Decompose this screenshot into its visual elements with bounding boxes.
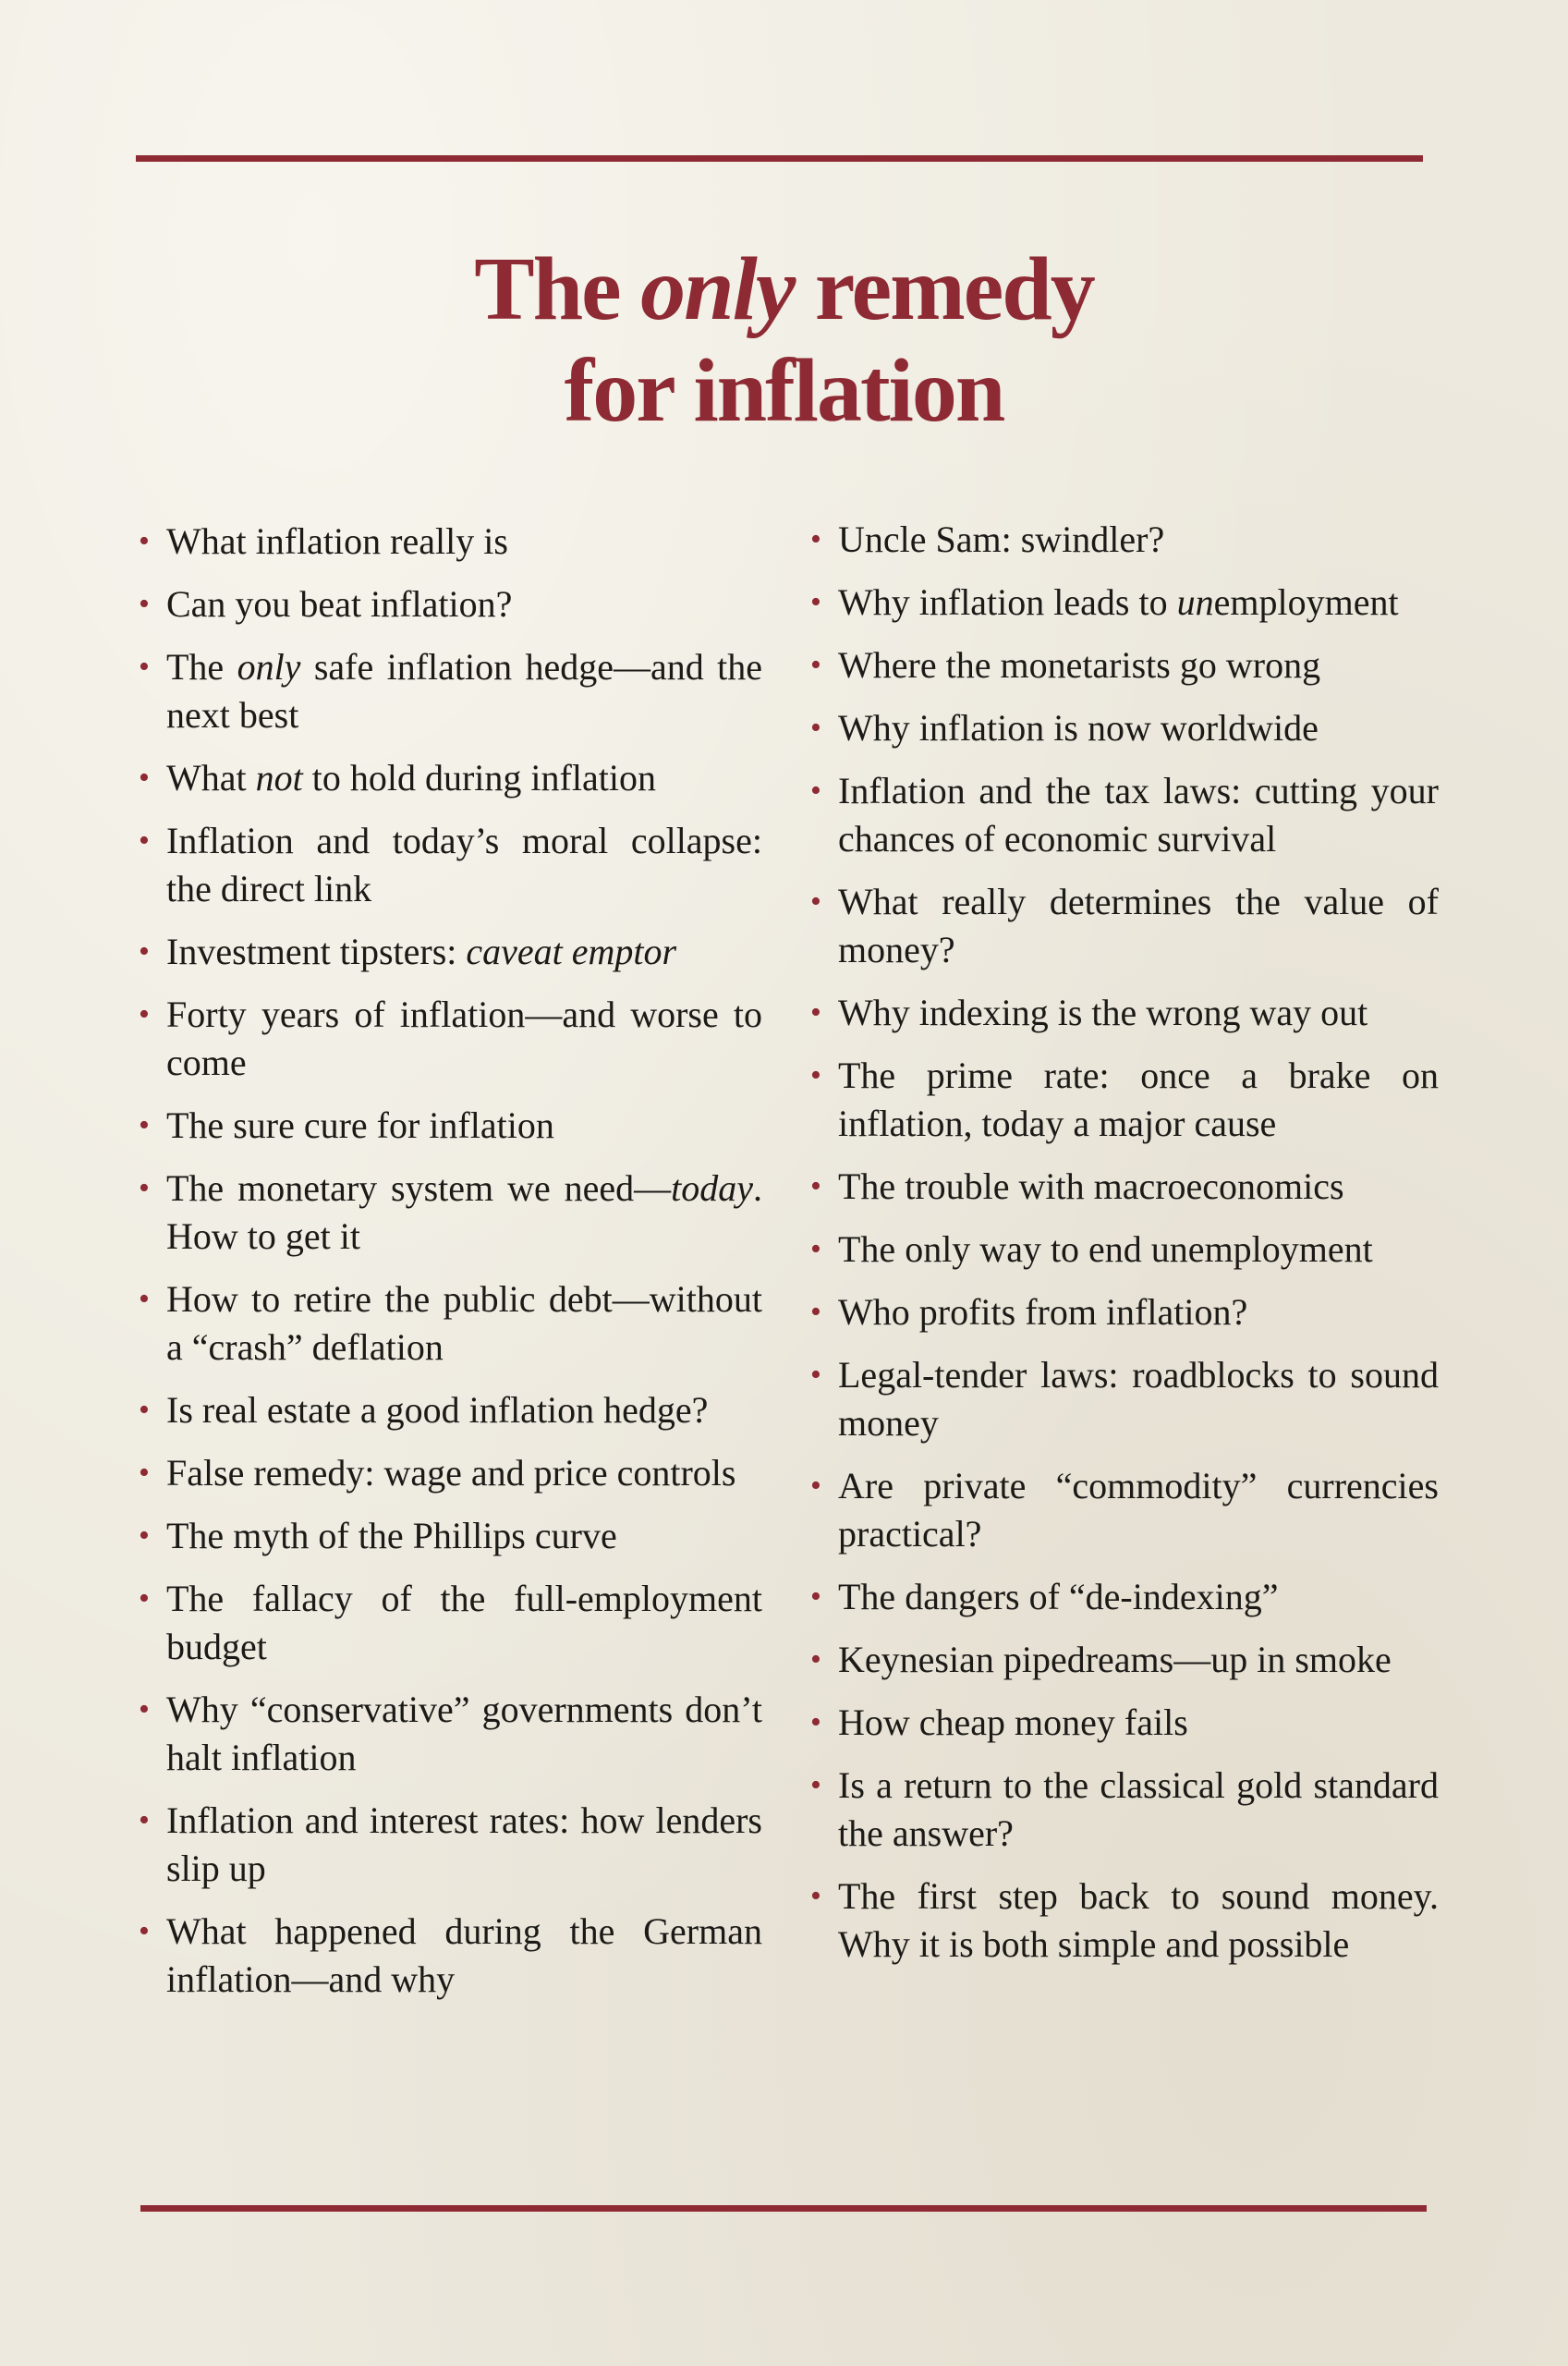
list-item-text	[166, 1689, 762, 1778]
list-item-text	[838, 1228, 1373, 1270]
list-item-text	[838, 1576, 1278, 1617]
list-item-text	[166, 1104, 554, 1146]
bullet-icon: •	[810, 995, 821, 1030]
list-item	[139, 643, 762, 739]
list-item-text	[166, 583, 512, 625]
list-item-text	[166, 1578, 762, 1667]
list-item	[139, 1512, 762, 1560]
list-item	[139, 1575, 762, 1671]
list-item	[139, 1165, 762, 1261]
list-item	[810, 1573, 1439, 1621]
list-item-text	[166, 1910, 762, 2000]
right-column-list	[810, 516, 1439, 1983]
list-item-text-part: False remedy: wage and price controls	[166, 1452, 736, 1494]
list-item-text-part: The monetary system we need—	[166, 1167, 672, 1209]
list-item-text-emphasis: today	[671, 1167, 753, 1209]
bullet-icon: •	[810, 1358, 821, 1392]
list-item-text-part: Why inflation leads to	[838, 581, 1177, 623]
list-item-text-part: Can you beat inflation?	[166, 583, 513, 625]
list-item-text-part: Inflation and today’s moral collapse: the direct link	[166, 820, 762, 909]
list-item-text-part: Is real estate a good inflation hedge?	[166, 1389, 709, 1431]
list-item	[810, 1636, 1439, 1684]
list-item-text	[838, 1291, 1247, 1333]
title-text-pre: The	[474, 239, 641, 339]
bottom-rule	[140, 2205, 1427, 2212]
list-item-text	[166, 1167, 762, 1257]
list-item-text-part: safe inflation hedge—and the next best	[166, 646, 762, 736]
bullet-icon: •	[139, 1456, 150, 1490]
bullet-icon: •	[810, 774, 821, 808]
list-item	[139, 754, 762, 802]
list-item-text-part: What happened during the German inflation—and why	[166, 1910, 762, 2000]
list-item-text-part: Why inflation is now worldwide	[838, 707, 1319, 749]
bullet-icon: •	[810, 1058, 821, 1092]
list-item	[139, 991, 762, 1087]
list-item-text-part: Inflation and the tax laws: cutting your chances of economic survival	[838, 770, 1439, 860]
list-item-text	[166, 1799, 762, 1889]
list-item-text-part: Keynesian pipedreams—up in smoke	[838, 1639, 1392, 1680]
list-item	[810, 1226, 1439, 1274]
bullet-icon: •	[810, 1469, 821, 1503]
list-item-text-emphasis: not	[255, 757, 303, 799]
list-item	[139, 1449, 762, 1497]
list-item	[810, 989, 1439, 1037]
list-item-text-part: Is a return to the classical gold standard the answer?	[838, 1764, 1439, 1854]
list-item-text-part: What inflation really is	[166, 520, 508, 562]
list-item	[810, 1163, 1439, 1211]
title-line-1	[0, 238, 1568, 340]
list-item-text	[838, 1701, 1188, 1743]
list-item-text-part: The trouble with macroeconomics	[838, 1165, 1344, 1207]
list-item-text	[838, 1639, 1392, 1680]
list-item-text	[838, 1165, 1344, 1207]
list-item	[810, 1872, 1439, 1969]
bullet-icon: •	[810, 522, 821, 556]
list-item-text	[166, 1389, 708, 1431]
list-item-text-emphasis: un	[1176, 581, 1214, 623]
bullet-icon: •	[810, 711, 821, 745]
list-item-text	[166, 1515, 617, 1556]
bullet-icon: •	[810, 585, 821, 619]
list-item-text-part: Where the monetarists go wrong	[838, 644, 1321, 686]
list-item-text-part: The first step back to sound money. Why it is both simple and possible	[838, 1875, 1439, 1965]
list-item	[139, 518, 762, 566]
list-item-text-part: What really determines the value of money?	[838, 881, 1439, 970]
bullet-icon: •	[139, 1171, 150, 1205]
bullet-icon: •	[810, 1705, 821, 1739]
list-item-text-part: The myth of the Phillips curve	[166, 1515, 617, 1556]
list-item	[139, 1102, 762, 1150]
list-item-text-part: Forty years of inflation—and worse to come	[166, 994, 762, 1083]
bullet-icon: •	[139, 1914, 150, 1948]
bullet-icon: •	[810, 1768, 821, 1802]
bullet-icon: •	[139, 1518, 150, 1553]
title-text-emphasis: only	[640, 239, 795, 339]
left-column-list	[139, 518, 762, 2018]
list-item-text	[838, 1875, 1439, 1965]
list-item-text	[838, 1764, 1439, 1854]
list-item-text-part: . How to get it	[166, 1167, 762, 1257]
list-item-text-part: Investment tipsters:	[166, 931, 467, 972]
list-item-text-part: The dangers of “de-indexing”	[838, 1576, 1279, 1617]
list-item	[810, 878, 1439, 974]
bullet-icon: •	[139, 1803, 150, 1837]
list-item-text	[166, 1452, 735, 1494]
bullet-icon: •	[139, 524, 150, 558]
list-item	[139, 928, 762, 976]
bullet-icon: •	[139, 1282, 150, 1316]
list-item-text	[838, 518, 1164, 560]
list-item-text-part: Inflation and interest rates: how lenders slip up	[166, 1799, 762, 1889]
list-item-text	[166, 931, 676, 972]
list-item	[139, 817, 762, 913]
list-item-text-part: Why indexing is the wrong way out	[838, 992, 1368, 1033]
bullet-icon: •	[139, 997, 150, 1031]
list-item-text-part: The	[166, 646, 237, 688]
list-item	[810, 1762, 1439, 1858]
list-item-text-part: Are private “commodity” currencies practical?	[838, 1465, 1439, 1555]
list-item	[810, 767, 1439, 863]
list-item-text	[166, 994, 762, 1083]
list-item	[139, 1908, 762, 2004]
list-item-text	[166, 646, 762, 736]
list-item-text-part: What	[166, 757, 256, 799]
list-item-text	[166, 520, 508, 562]
bullet-icon: •	[810, 1295, 821, 1329]
list-item	[810, 1462, 1439, 1558]
list-item-text-part: The sure cure for inflation	[166, 1104, 554, 1146]
list-item-text-part: Uncle Sam: swindler?	[838, 518, 1165, 560]
list-item-text	[838, 1055, 1439, 1144]
bullet-icon: •	[810, 1879, 821, 1913]
list-item	[810, 579, 1439, 627]
bullet-icon: •	[139, 1393, 150, 1427]
list-item	[139, 1275, 762, 1372]
bullet-icon: •	[139, 650, 150, 684]
list-item	[810, 1052, 1439, 1148]
list-item-text-part: How to retire the public debt—without a “crash” deflation	[166, 1278, 762, 1368]
list-item	[810, 641, 1439, 689]
title-line-2: for inflation	[564, 341, 1004, 441]
list-item	[139, 1686, 762, 1782]
list-item-text	[166, 757, 656, 799]
bullet-icon: •	[810, 1579, 821, 1614]
list-item	[810, 1351, 1439, 1447]
list-item-text	[838, 581, 1399, 623]
list-item-text-emphasis: only	[237, 646, 301, 688]
list-item	[139, 1386, 762, 1434]
list-item-text	[838, 1354, 1439, 1444]
bullet-icon: •	[810, 1232, 821, 1266]
list-item-text-part: Why “conservative” governments don’t halt inflation	[166, 1689, 762, 1778]
bullet-icon: •	[810, 884, 821, 919]
list-item	[139, 1797, 762, 1893]
bullet-icon: •	[139, 761, 150, 795]
top-rule	[136, 155, 1423, 162]
bullet-icon: •	[139, 934, 150, 969]
bullet-icon: •	[810, 648, 821, 682]
list-item-text-part: to hold during inflation	[302, 757, 656, 799]
page-title	[0, 238, 1568, 442]
bullet-icon: •	[810, 1642, 821, 1677]
list-item	[810, 1288, 1439, 1336]
list-item-text	[838, 1465, 1439, 1555]
list-item-text-part: How cheap money fails	[838, 1701, 1188, 1743]
list-item-text	[838, 992, 1367, 1033]
list-item	[139, 580, 762, 628]
bullet-icon: •	[810, 1169, 821, 1203]
list-item-text	[838, 881, 1439, 970]
list-item	[810, 516, 1439, 564]
list-item	[810, 1699, 1439, 1747]
list-item-text-part: Who profits from inflation?	[838, 1291, 1248, 1333]
bullet-icon: •	[139, 823, 150, 858]
list-item-text-part: Legal-tender laws: roadblocks to sound money	[838, 1354, 1439, 1444]
list-item-text	[166, 820, 762, 909]
list-item-text-emphasis: caveat emptor	[466, 931, 677, 972]
list-item-text-part: The prime rate: once a brake on inflation, today a major cause	[838, 1055, 1439, 1144]
list-item-text-part: The fallacy of the full-employment budget	[166, 1578, 762, 1667]
bullet-icon: •	[139, 1581, 150, 1616]
bullet-icon: •	[139, 1108, 150, 1142]
list-item-text	[838, 770, 1439, 860]
list-item-text-part: The only way to end unemployment	[838, 1228, 1373, 1270]
bullet-icon: •	[139, 587, 150, 621]
bullet-icon: •	[139, 1692, 150, 1726]
list-item-text	[838, 707, 1319, 749]
list-item-text	[838, 644, 1320, 686]
title-text-post: remedy	[794, 239, 1094, 339]
list-item-text-part: employment	[1213, 581, 1399, 623]
list-item	[810, 704, 1439, 752]
list-item-text	[166, 1278, 762, 1368]
